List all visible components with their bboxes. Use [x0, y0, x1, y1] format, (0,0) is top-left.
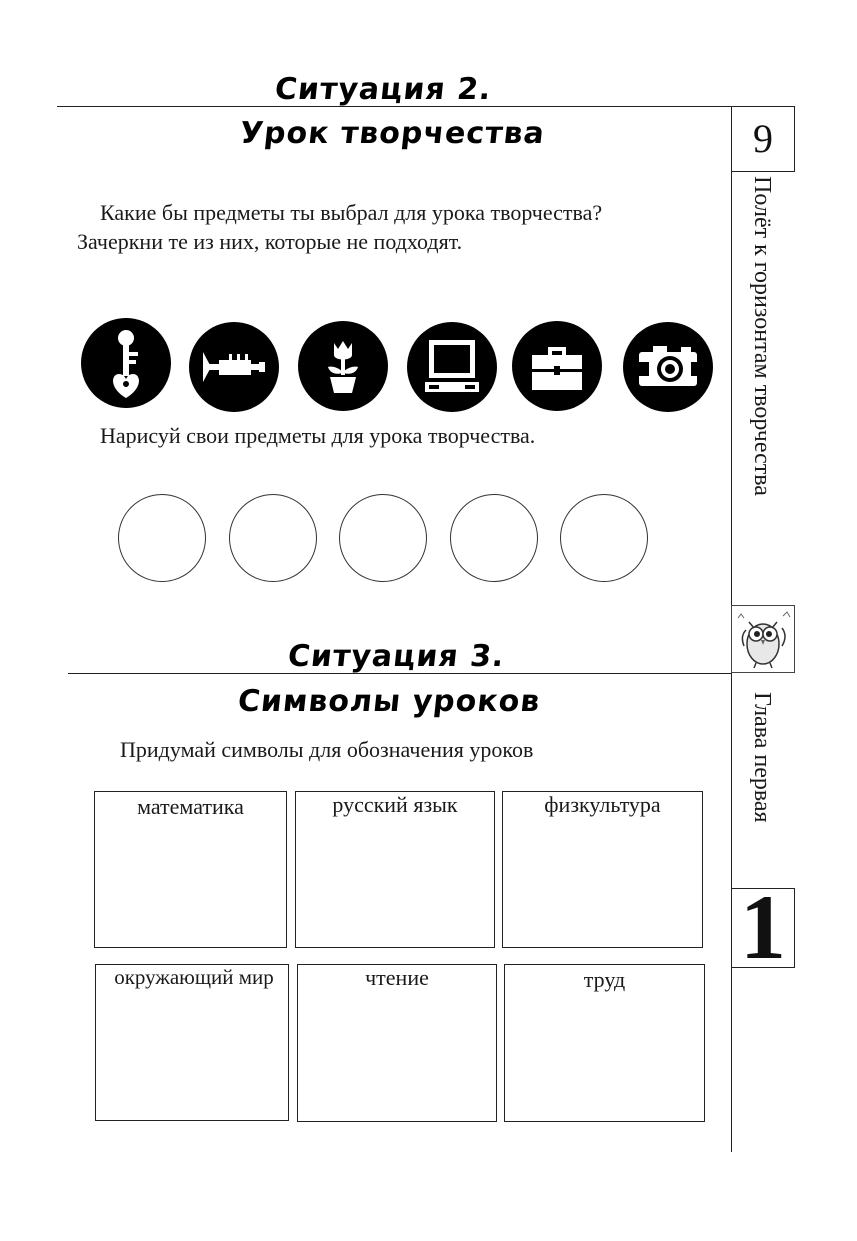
flower-pot-icon[interactable] — [298, 321, 388, 411]
situation3-instruction: Придумай символы для обозначения уроков — [120, 737, 534, 762]
trumpet-icon[interactable] — [189, 322, 279, 412]
situation2-instruction-line1: Какие бы предметы ты выбрал для урока творчества? — [100, 200, 603, 225]
situation2-instruction-line2: Зачеркни те из них, которые не подходят. — [77, 229, 463, 254]
chapter-number-box — [731, 876, 795, 978]
lesson-box-russian[interactable] — [295, 791, 495, 948]
situation2-title: Урок творчества — [238, 116, 547, 151]
lesson-label: математика — [137, 794, 244, 819]
situation2-draw-instruction: Нарисуй свои предметы для урока творчества. — [100, 423, 536, 448]
drawing-circle-1[interactable] — [118, 494, 206, 582]
lesson-box-reading[interactable] — [297, 964, 497, 1122]
lesson-label: окружающий мир — [114, 965, 274, 989]
page-number-box — [731, 106, 795, 172]
drawing-circle-4[interactable] — [450, 494, 538, 582]
lesson-label: чтение — [365, 965, 429, 990]
page-number: 9 — [753, 116, 773, 161]
lesson-box-pe[interactable] — [502, 791, 703, 948]
lesson-box-math[interactable] — [94, 791, 287, 948]
drawing-circle-5[interactable] — [560, 494, 648, 582]
key-icon[interactable] — [81, 318, 171, 408]
situation3-label: Ситуация 3. — [286, 639, 507, 674]
owl-icon — [732, 606, 794, 672]
computer-icon[interactable] — [407, 322, 497, 412]
briefcase-icon[interactable] — [512, 321, 602, 411]
lesson-box-world[interactable] — [95, 964, 289, 1121]
lesson-label: труд — [583, 967, 626, 992]
camera-icon[interactable] — [623, 322, 713, 412]
owl-mascot — [731, 605, 795, 673]
chapter-number: 1 — [740, 876, 786, 978]
lesson-box-labor[interactable] — [504, 964, 705, 1122]
chapter-title-vertical: Глава первая — [749, 692, 775, 823]
drawing-circle-2[interactable] — [229, 494, 317, 582]
drawing-circle-3[interactable] — [339, 494, 427, 582]
lesson-label: русский язык — [332, 792, 458, 817]
section-title-vertical: Полёт к горизонтам творчества — [749, 176, 775, 496]
situation2-label: Ситуация 2. — [273, 72, 494, 107]
lesson-label: физкультура — [544, 792, 661, 817]
situation3-title: Символы уроков — [236, 684, 543, 719]
